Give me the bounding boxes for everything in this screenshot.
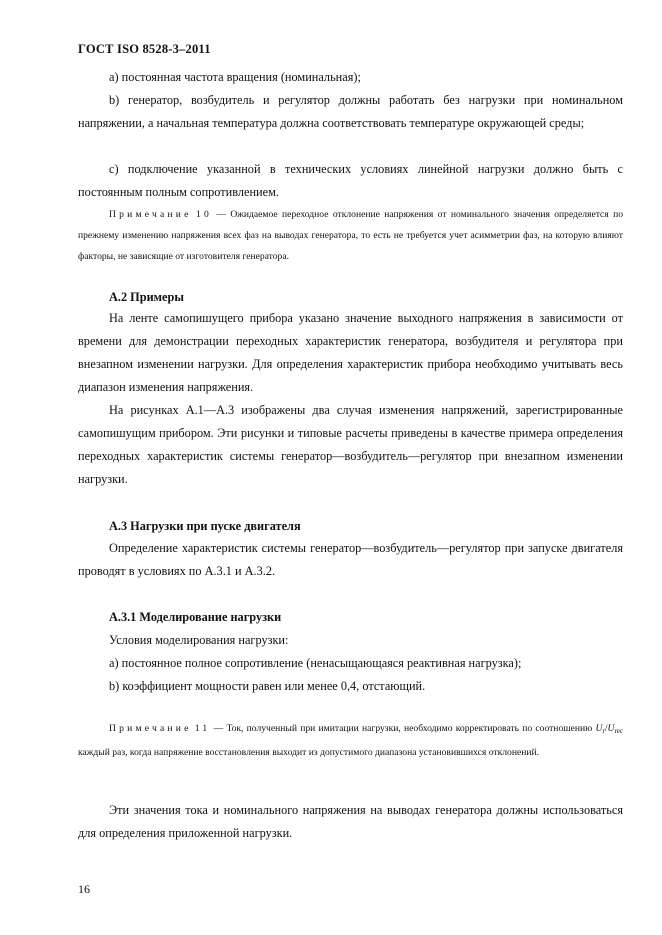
formula-subscript: rec [614, 727, 623, 735]
formula-slash: / [604, 723, 608, 734]
list-item-a: a) постоянное полное сопротивление (ненасыщающаяся реактивная нагрузка); [109, 656, 522, 670]
page-number: 16 [78, 882, 90, 896]
note-11 [78, 718, 623, 763]
section-heading-a3: А.3 Нагрузки при пуске двигателя [109, 519, 301, 533]
list-item-c: c) подключение указанной в технических условиях линейной нагрузки должно быть с постоянным полным сопротивлением. [78, 162, 623, 199]
section-heading-a2: А.2 Примеры [109, 290, 184, 304]
note-text: каждый раз, когда напряжение восстановления выходит из допустимого диапазона установившихся отклонений. [78, 747, 540, 758]
note-number: 11 [194, 723, 211, 734]
formula-u: U [595, 723, 603, 734]
paragraph: Эти значения тока и номинального напряжения на выводах генератора должны использоваться для определения приложенной нагрузки. [78, 803, 623, 840]
list-item-a: a) постоянная частота вращения (номинальная); [109, 70, 361, 84]
formula-u: U [607, 723, 615, 734]
note-label: Примечание [109, 723, 192, 734]
list-item-b: b) коэффициент мощности равен или менее 0,4, отстающий. [109, 679, 426, 693]
formula-subscript: r [602, 727, 605, 735]
paragraph: На рисунках А.1—А.3 изображены два случая изменения напряжений, зарегистрированные самопишущим прибором. Эти рисунки и типовые расчеты приведены в качестве примера определения переходных характеристик системы генератор—возбудитель—регулятор при внезапном изменении нагрузки. [78, 403, 623, 486]
note-10 [78, 204, 623, 267]
document-header: ГОСТ ISO 8528-3–2011 [78, 42, 211, 56]
paragraph: Условия моделирования нагрузки: [109, 633, 289, 647]
note-text: — Ток, полученный при имитации нагрузки, необходимо корректировать по соотношению [213, 723, 593, 734]
paragraph: Определение характеристик системы генератор—возбудитель—регулятор при запуске двигателя проводят в условиях по А.3.1 и А.3.2. [78, 541, 623, 578]
paragraph: На ленте самопишущего прибора указано значение выходного напряжения в зависимости от времени для демонстрации переходных характеристик генератора, возбудителя и регулятора при внезапном изменении нагрузки. Для определения характеристик прибора необходимо учитывать весь диапазон изменения напряжения. [78, 311, 623, 394]
subsection-heading-a31: А.3.1 Моделирование нагрузки [109, 610, 282, 624]
note-label: Примечание [109, 209, 192, 220]
list-item-b: b) генератор, возбудитель и регулятор должны работать без нагрузки при номинальном напряжении, а начальная температура должна соответствовать температуре окружающей среды; [78, 93, 623, 130]
note-number: 10 [195, 209, 212, 220]
note-text: — Ожидаемое переходное отклонение напряжения от номинального значения определяется по прежнему изменению напряжения всех фаз на выводах генератора, то есть не требуется учет асимметрии фаз, на которую влияют факторы, не зависящие от изготовителя генератора. [78, 209, 623, 262]
